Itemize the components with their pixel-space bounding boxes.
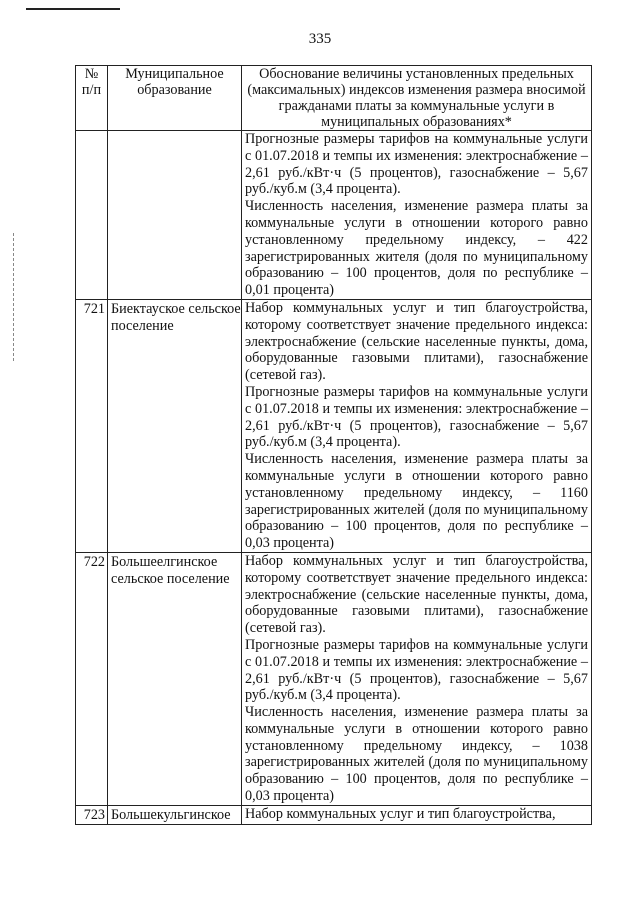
basis-cell (242, 552, 592, 805)
table-row (76, 552, 592, 805)
row-number (76, 131, 108, 300)
basis-paragraph: Численность населения, изменение размера платы за коммунальные услуги в отношении которого равно установленному предельному индексу, – 1160 зарегистрированных жителей (доля по муниципальному образованию – 100 процентов, доля по республике – 0,03 процента) (245, 451, 588, 552)
header-number: № п/п (76, 66, 108, 131)
basis-cell (242, 299, 592, 552)
top-rule (26, 8, 120, 10)
table-header-row (76, 66, 592, 131)
basis-paragraph: Прогнозные размеры тарифов на коммунальные услуги с 01.07.2018 и темпы их изменения: электроснабжение – 2,61 руб./кВт·ч (5 процентов), газоснабжение – 5,67 руб./куб.м (3,4 процента). (245, 636, 588, 704)
municipality-name: Большеелгинское сельское поселение (108, 552, 242, 805)
basis-cell (242, 131, 592, 300)
row-number: 721 (76, 299, 108, 552)
document-table (75, 65, 592, 825)
header-municipality: Муниципальное образование (108, 66, 242, 131)
table-row (76, 805, 592, 824)
header-basis: Обоснование величины установленных предельных (максимальных) индексов изменения размера вносимой гражданами платы за коммунальные услуги в муниципальных образованиях* (242, 66, 592, 131)
basis-paragraph: Численность населения, изменение размера платы за коммунальные услуги в отношении которого равно установленному предельному индексу, – 1038 зарегистрированных жителей (доля по муниципальному образованию – 100 процентов, доля по республике – 0,03 процента) (245, 704, 588, 805)
basis-paragraph: Прогнозные размеры тарифов на коммунальные услуги с 01.07.2018 и темпы их изменения: электроснабжение – 2,61 руб./кВт·ч (5 процентов), газоснабжение – 5,67 руб./куб.м (3,4 процента). (245, 383, 588, 451)
margin-mark (13, 233, 14, 361)
basis-paragraph: Набор коммунальных услуг и тип благоустройства, которому соответствует значение предельного индекса: электроснабжение (сельские населенные пункты, дома, оборудованные газовыми плитами), газоснабжение (сетевой газ). (245, 552, 588, 637)
basis-paragraph: Прогнозные размеры тарифов на коммунальные услуги с 01.07.2018 и темпы их изменения: электроснабжение – 2,61 руб./кВт·ч (5 процентов), газоснабжение – 5,67 руб./куб.м (3,4 процента). (245, 131, 588, 198)
table-row (76, 131, 592, 300)
page-number: 335 (308, 31, 332, 47)
table-row (76, 299, 592, 552)
basis-paragraph: Численность населения, изменение размера платы за коммунальные услуги в отношении которого равно установленному предельному индексу, – 422 зарегистрированных жителя (доля по муниципальному образованию – 100 процентов, доля по республике – 0,01 процента) (245, 198, 588, 299)
basis-paragraph: Набор коммунальных услуг и тип благоустройства, (245, 805, 556, 822)
municipality-name: Большекульгинское (108, 805, 242, 824)
basis-paragraph: Набор коммунальных услуг и тип благоустройства, которому соответствует значение предельного индекса: электроснабжение (сельские населенные пункты, дома, оборудованные газовыми плитами), газоснабжение (сетевой газ). (245, 299, 588, 384)
municipality-name (108, 131, 242, 300)
row-number: 722 (76, 552, 108, 805)
row-number: 723 (76, 805, 108, 824)
basis-cell (242, 805, 592, 824)
municipality-name: Биектауское сельское поселение (108, 299, 242, 552)
table-body (76, 131, 592, 825)
